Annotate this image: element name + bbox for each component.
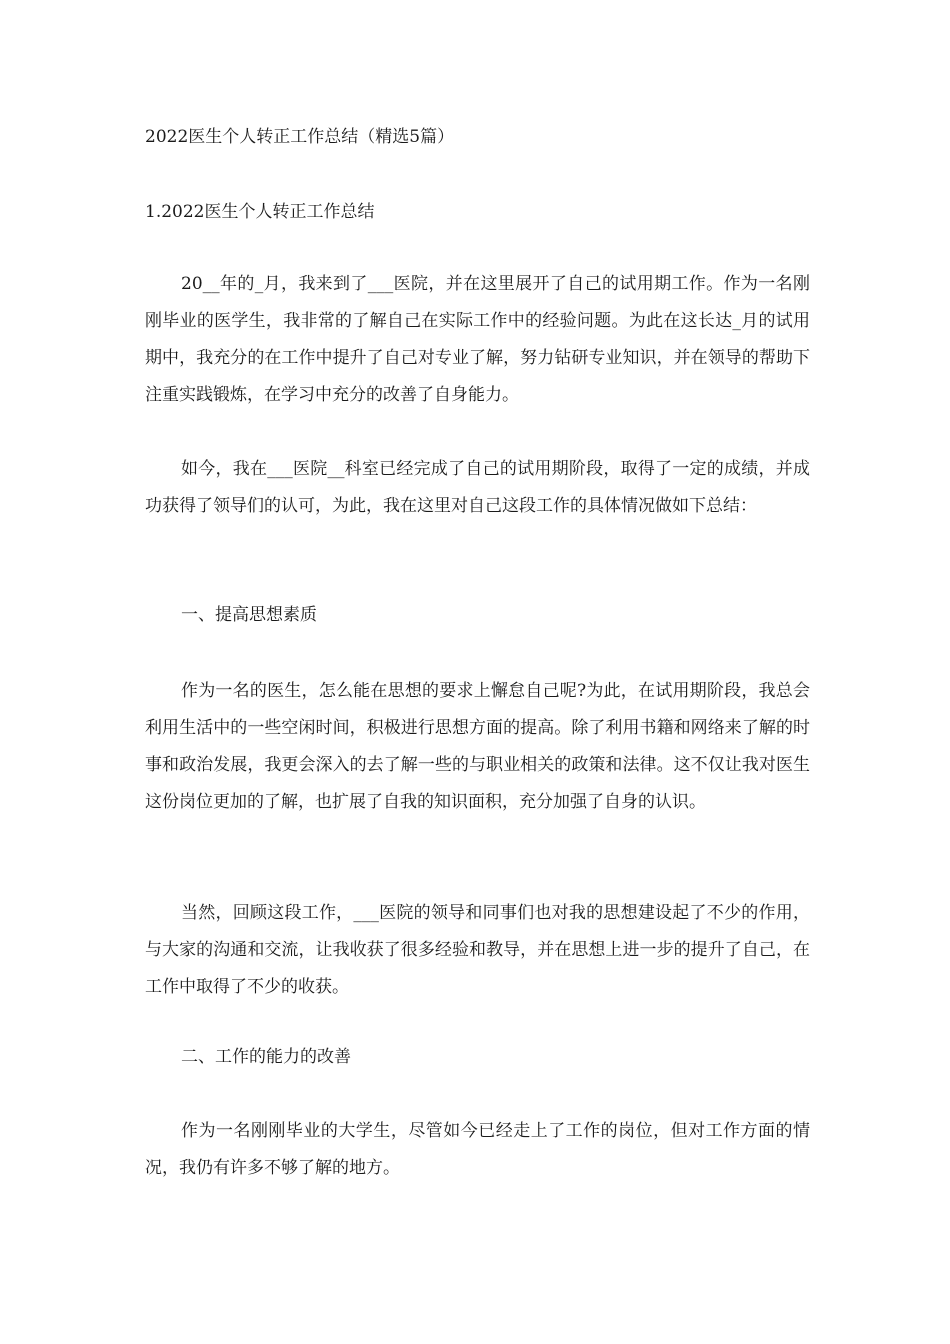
paragraph-ideology: 作为一名的医生，怎么能在思想的要求上懈怠自己呢?为此，在试用期阶段，我总会利用生活中的一些空闲时间，积极进行思想方面的提高。除了利用书籍和网络来了解的时事和政治发展，我更会深入的去了解一些的与职业相关的政策和法律。这不仅让我对医生这份岗位更加的了解，也扩展了自我的知识面积，充分加强了自身的认识。 [145, 681, 810, 812]
heading-ideology: 一、提高思想素质 [181, 605, 317, 625]
paragraph-review: 当然，回顾这段工作，___医院的领导和同事们也对我的思想建设起了不少的作用，与大家的沟通和交流，让我收获了很多经验和教导，并在思想上进一步的提升了自己，在工作中取得了不少的收获。 [145, 903, 810, 997]
paragraph-ability: 作为一名刚刚毕业的大学生，尽管如今已经走上了工作的岗位，但对工作方面的情况，我仍有许多不够了解的地方。 [145, 1121, 810, 1178]
document-title: 2022医生个人转正工作总结（精选5篇） [145, 127, 455, 147]
heading-ability: 二、工作的能力的改善 [181, 1047, 351, 1067]
paragraph-summary: 如今，我在___医院__科室已经完成了自己的试用期阶段，取得了一定的成绩，并成功获得了领导们的认可，为此，我在这里对自己这段工作的具体情况做如下总结： [145, 459, 810, 516]
paragraph-intro: 20__年的_月，我来到了___医院，并在这里展开了自己的试用期工作。作为一名刚刚毕业的医学生，我非常的了解自己在实际工作中的经验问题。为此在这长达_月的试用期中，我充分的在工作中提升了自己对专业了解，努力钻研专业知识，并在领导的帮助下 注重实践锻炼，在学习中充分的改善了自身能力。 [145, 274, 810, 405]
section-title: 1.2022医生个人转正工作总结 [145, 202, 375, 222]
